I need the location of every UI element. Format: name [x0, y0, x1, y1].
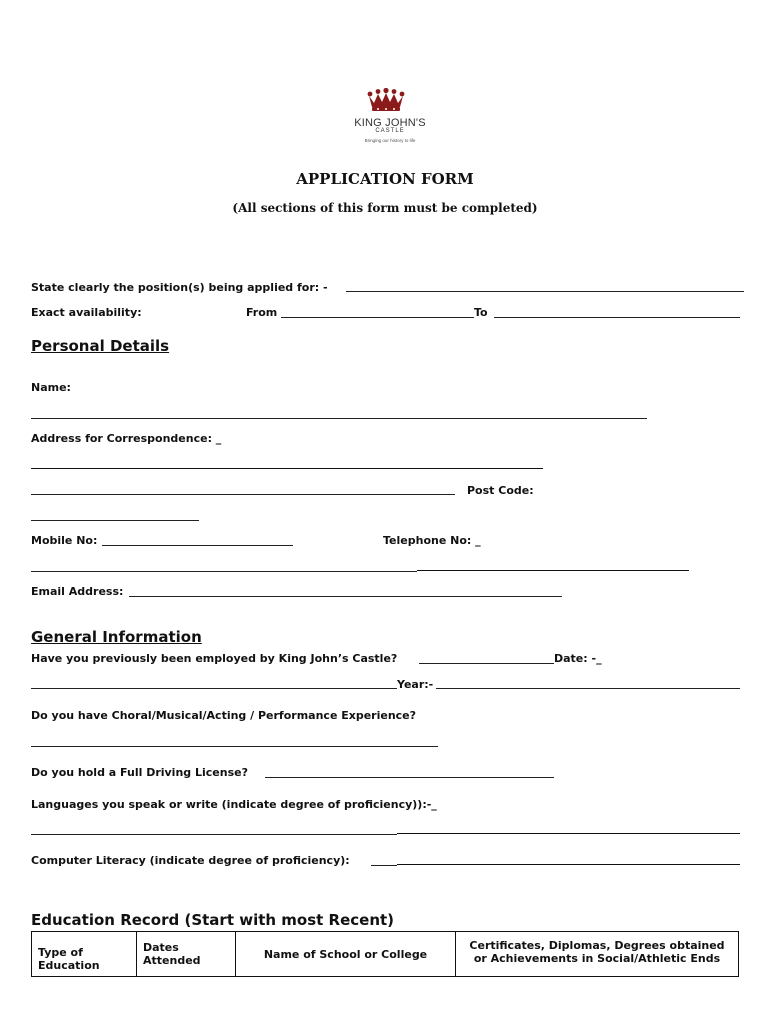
logo-sub: CASTLE	[375, 128, 405, 134]
mobile-label: Mobile No:	[31, 534, 98, 547]
driving-field[interactable]	[265, 777, 554, 778]
address-field-2[interactable]	[31, 494, 455, 495]
crown-logo-icon	[366, 88, 406, 114]
education-table	[31, 931, 739, 977]
postcode-label: Post Code:	[467, 484, 534, 497]
col-school: Name of School or College	[263, 947, 428, 961]
employed-date-field[interactable]	[31, 688, 397, 689]
telephone-field-1[interactable]	[31, 571, 417, 572]
computer-field-2[interactable]	[397, 864, 740, 865]
education-heading: Education Record (Start with most Recent)	[31, 911, 395, 929]
employed-date-label: Date: -_	[554, 652, 602, 665]
form-subtitle: (All sections of this form must be completed)	[232, 201, 538, 215]
languages-field-2[interactable]	[397, 833, 740, 834]
address-label: Address for Correspondence: _	[31, 432, 222, 445]
driving-label: Do you hold a Full Driving License?	[31, 766, 248, 779]
employed-field[interactable]	[419, 663, 554, 664]
general-information-heading: General Information	[31, 628, 202, 646]
logo-name: KING JOHN'S	[354, 117, 426, 129]
availability-from-label: From	[246, 306, 278, 319]
position-field[interactable]	[346, 291, 744, 292]
education-table-header	[32, 932, 739, 977]
email-field[interactable]	[129, 596, 562, 597]
telephone-field-2[interactable]	[417, 570, 689, 571]
languages-field-1[interactable]	[31, 834, 397, 835]
availability-from-field[interactable]	[281, 317, 474, 318]
availability-to-label: To	[474, 306, 488, 319]
address-field-1[interactable]	[31, 468, 543, 469]
employed-label: Have you previously been employed by King John’s Castle?	[31, 652, 398, 665]
form-title: APPLICATION FORM	[296, 170, 474, 188]
logo	[340, 117, 440, 143]
personal-details-heading: Personal Details	[31, 337, 170, 355]
choral-field[interactable]	[31, 746, 438, 747]
logo-tagline: Bringing our history to life	[364, 138, 416, 143]
telephone-label: Telephone No: _	[383, 534, 481, 547]
mobile-field[interactable]	[102, 545, 293, 546]
email-label: Email Address:	[31, 585, 124, 598]
computer-field-1[interactable]	[371, 865, 397, 866]
col-type: Type of Education	[38, 946, 100, 972]
name-field[interactable]	[31, 418, 647, 419]
position-label: State clearly the position(s) being applied for: -	[31, 281, 328, 294]
employed-year-label: Year:-	[397, 678, 434, 691]
postcode-field[interactable]	[31, 520, 199, 521]
choral-label: Do you have Choral/Musical/Acting / Performance Experience?	[31, 709, 417, 722]
col-dates: Dates Attended	[143, 941, 201, 967]
col-certificates: Certificates, Diplomas, Degrees obtained or Achievements in Social/Athletic Ends	[469, 938, 725, 965]
availability-label: Exact availability:	[31, 306, 142, 319]
name-label: Name:	[31, 381, 71, 394]
languages-label: Languages you speak or write (indicate degree of proficiency)):-_	[31, 798, 437, 811]
availability-to-field[interactable]	[494, 317, 740, 318]
computer-label: Computer Literacy (indicate degree of proficiency):	[31, 854, 350, 867]
employed-year-field[interactable]	[436, 688, 740, 689]
